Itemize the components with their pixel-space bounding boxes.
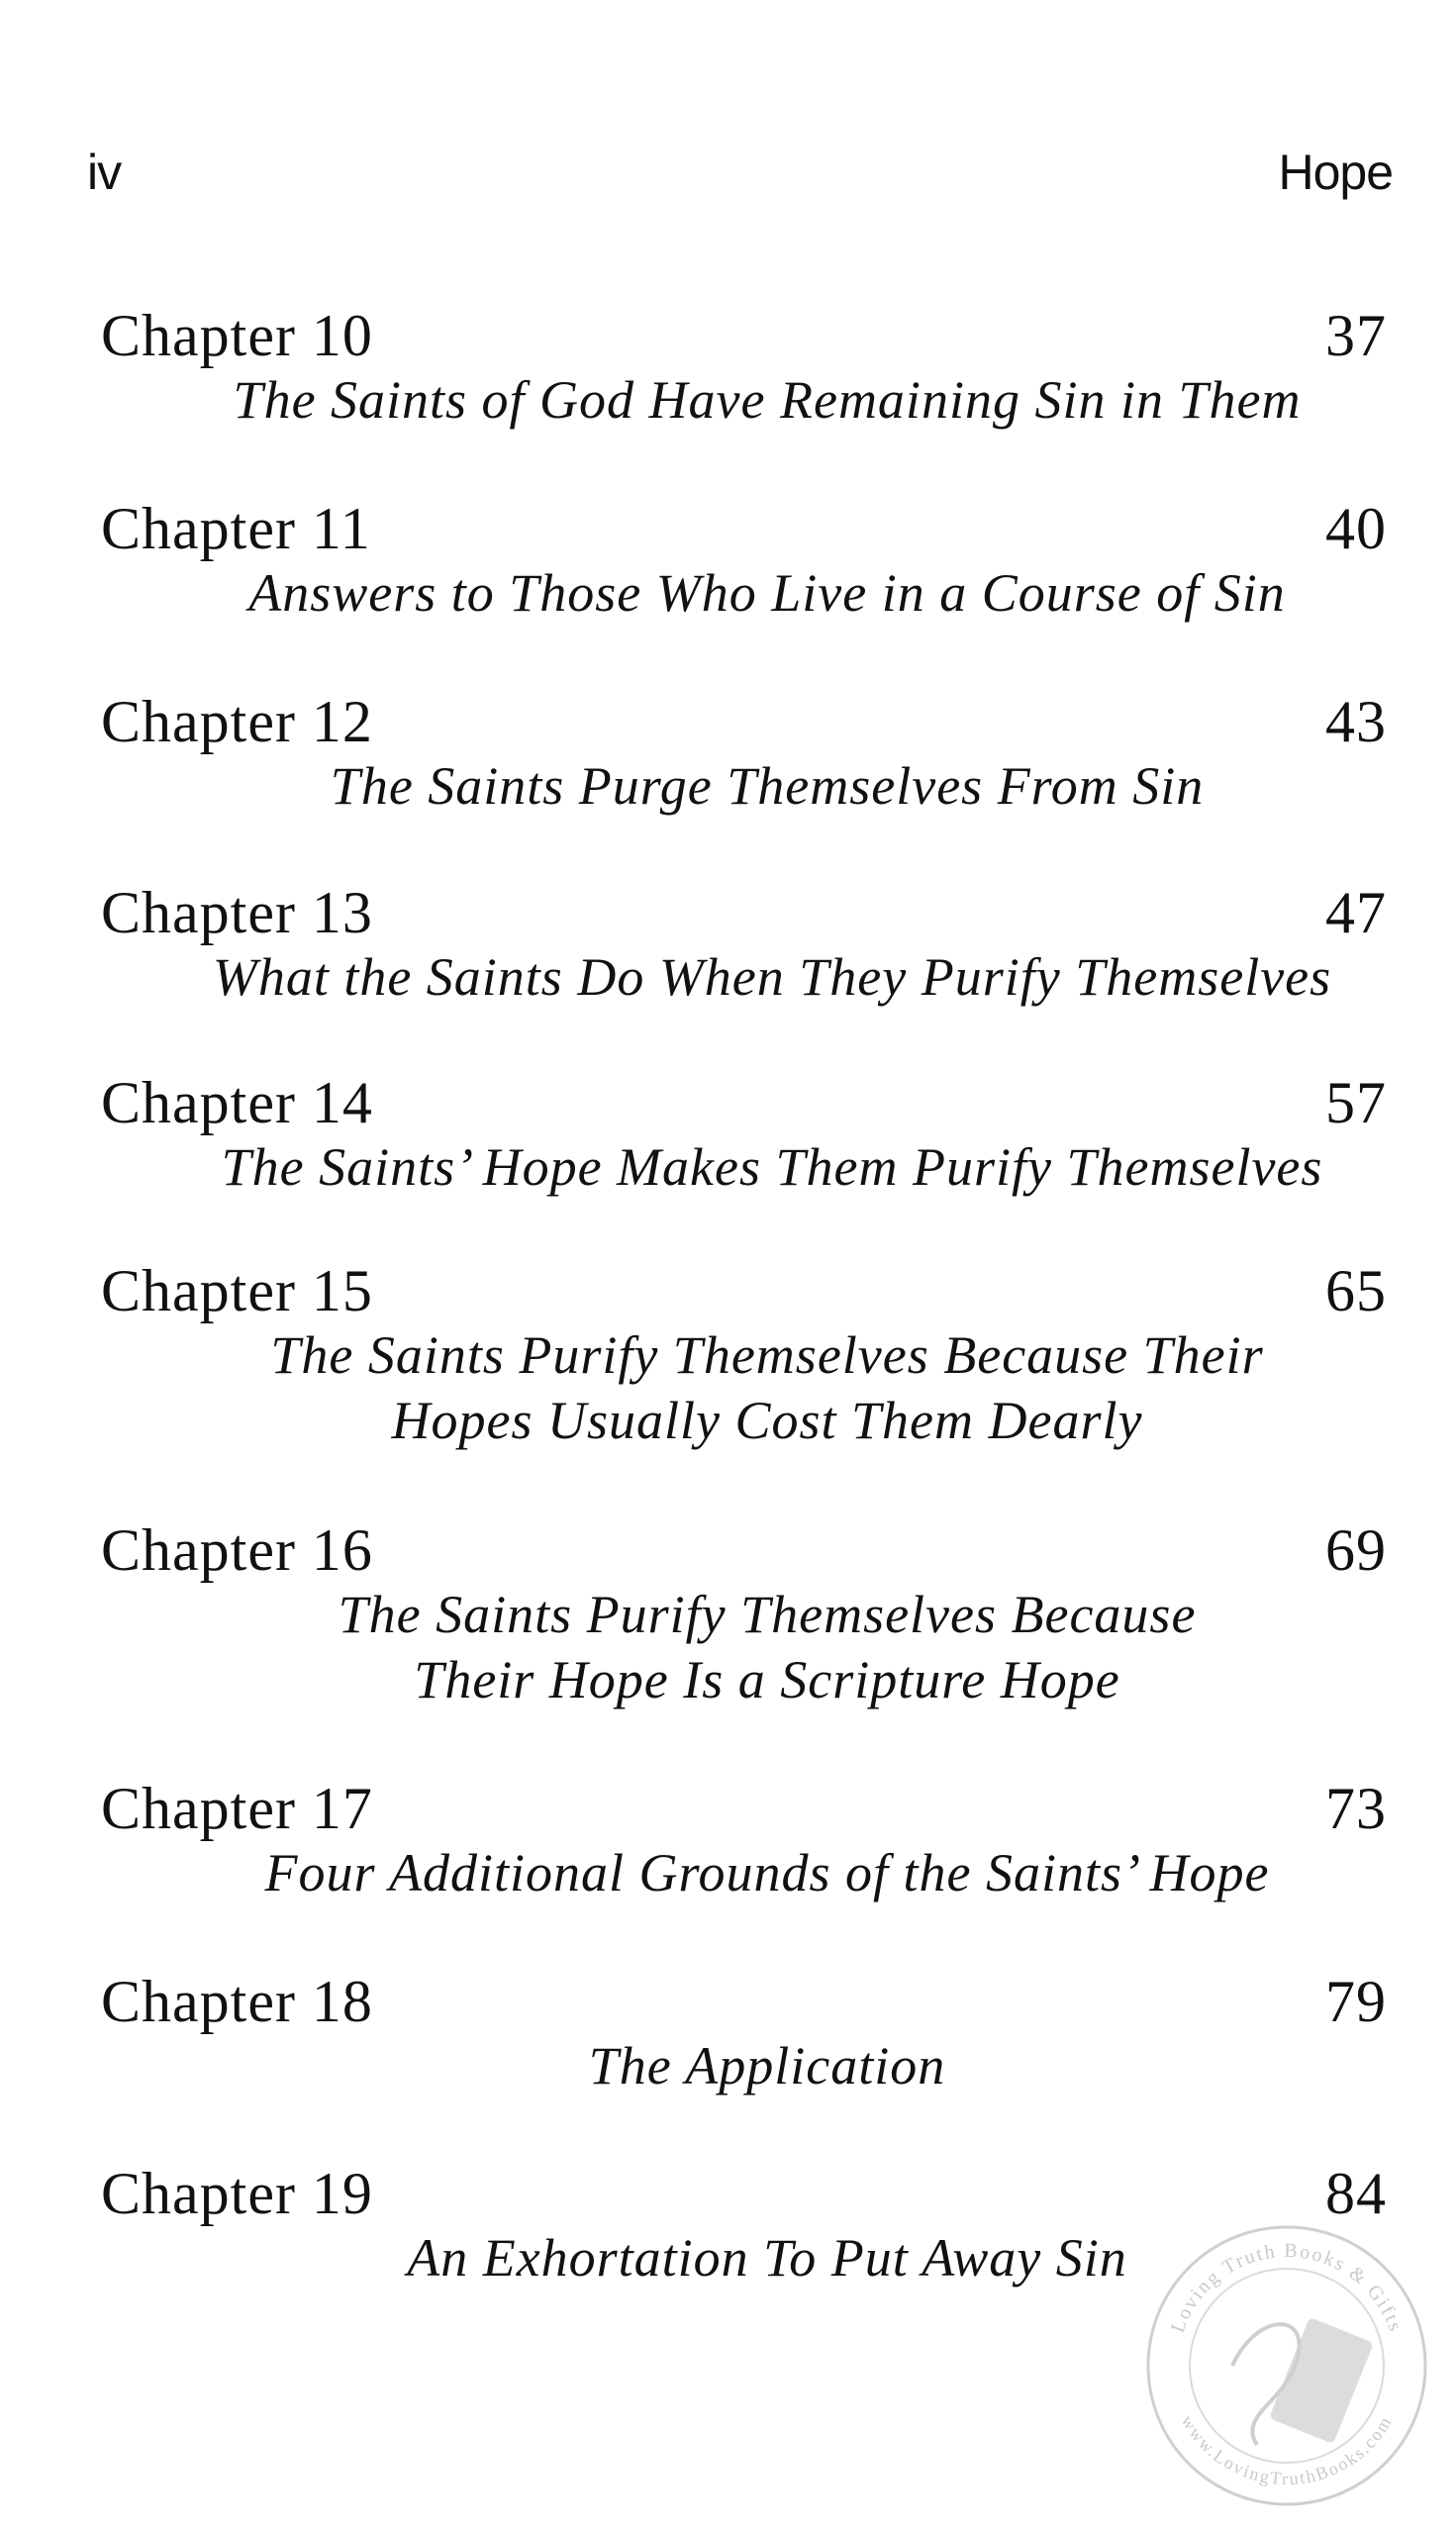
chapter-page: 79 [1325, 1969, 1387, 2034]
chapter-page: 37 [1325, 303, 1387, 368]
toc-entry[interactable] [0, 1516, 1456, 1709]
toc-entry[interactable] [0, 879, 1456, 1007]
chapter-title: Answers to Those Who Live in a Course of Sin [248, 563, 1286, 623]
chapter-page: 69 [1325, 1517, 1387, 1583]
chapter-label: Chapter 19 [101, 2161, 373, 2226]
chapter-title: The Saints of God Have Remaining Sin in Them [233, 370, 1302, 430]
chapter-label: Chapter 17 [101, 1776, 373, 1841]
toc-entry[interactable] [0, 495, 1456, 623]
toc-entry[interactable] [0, 1775, 1456, 1902]
chapter-label: Chapter 14 [101, 1070, 373, 1135]
chapter-title: The Saints Purge Themselves From Sin [330, 756, 1205, 816]
chapter-page: 84 [1325, 2161, 1387, 2226]
toc-entry[interactable] [0, 688, 1456, 816]
chapter-page: 73 [1325, 1776, 1387, 1841]
chapter-page: 47 [1325, 880, 1387, 945]
toc-entry[interactable] [0, 302, 1456, 430]
page-number: iv [87, 145, 122, 200]
chapter-title: What the Saints Do When They Purify Themselves [212, 947, 1332, 1007]
chapter-title: The Saints’ Hope Makes Them Purify Themselves [221, 1137, 1323, 1197]
watermark-seal-icon [1138, 2217, 1435, 2514]
chapter-title: The Saints Purify Themselves Because Their Hope Is a Scripture Hope [338, 1585, 1197, 1709]
chapter-page: 40 [1325, 496, 1387, 561]
chapter-title: An Exhortation To Put Away Sin [407, 2228, 1127, 2288]
chapter-label: Chapter 12 [101, 689, 373, 754]
chapter-label: Chapter 10 [101, 303, 373, 368]
chapter-page: 65 [1325, 1258, 1387, 1323]
chapter-label: Chapter 11 [101, 496, 371, 561]
watermark-bottom-text: www.LovingTruthBooks.com [1177, 2411, 1397, 2489]
chapter-label: Chapter 15 [101, 1258, 373, 1323]
chapter-title: The Saints Purify Themselves Because Their Hopes Usually Cost Them Dearly [270, 1325, 1264, 1450]
chapter-page: 57 [1325, 1070, 1387, 1135]
chapter-label: Chapter 18 [101, 1969, 373, 2034]
chapter-label: Chapter 13 [101, 880, 373, 945]
chapter-title: Four Additional Grounds of the Saints’ Hope [264, 1843, 1270, 1902]
running-title: Hope [1278, 145, 1393, 200]
chapter-title: The Application [588, 2036, 946, 2095]
toc-entry[interactable] [0, 1257, 1456, 1450]
toc-entry[interactable] [0, 1968, 1456, 2095]
watermark-top-text: Loving Truth Books & Gifts [1166, 2239, 1407, 2336]
toc-entry[interactable] [0, 1069, 1456, 1197]
chapter-label: Chapter 16 [101, 1517, 373, 1583]
chapter-page: 43 [1325, 689, 1387, 754]
